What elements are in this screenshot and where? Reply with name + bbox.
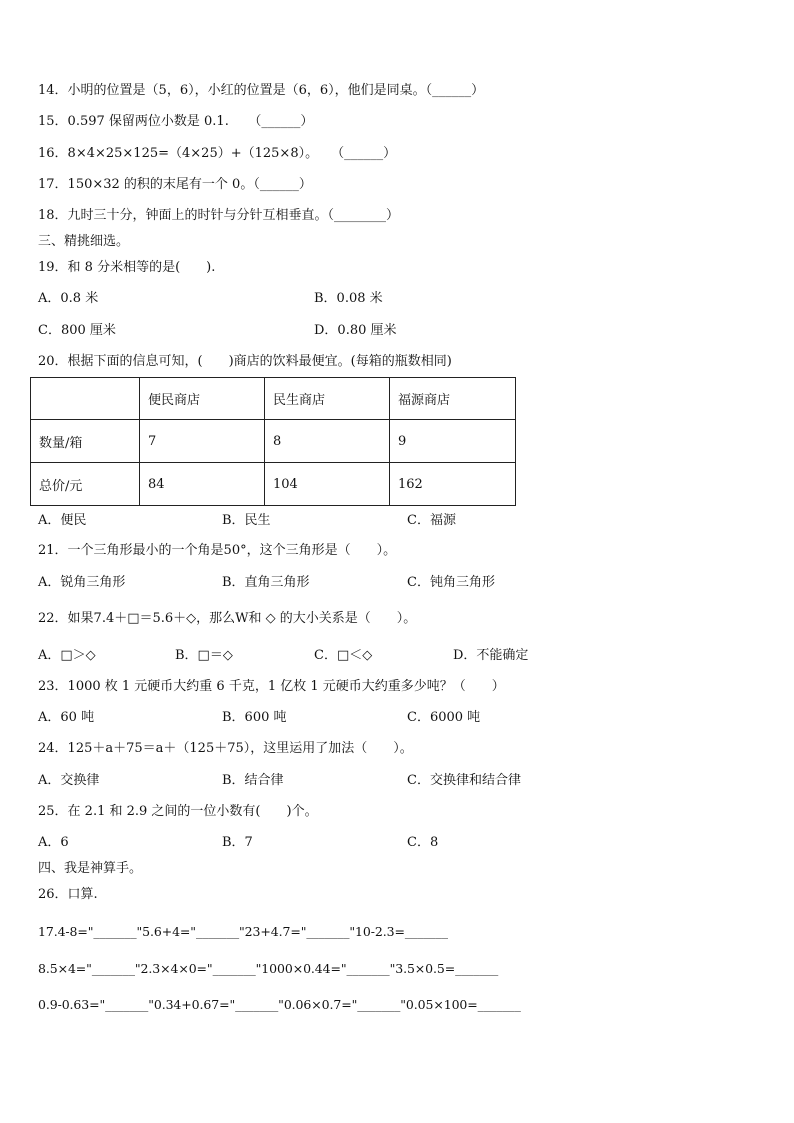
table-cell: 8 bbox=[265, 420, 390, 463]
q22-option-a: A．□＞◇ bbox=[38, 648, 96, 663]
q24-option-c: C．交换律和结合律 bbox=[407, 773, 521, 788]
table-cell: 104 bbox=[265, 463, 390, 506]
question-26-stem: 26．口算. bbox=[38, 887, 98, 902]
question-21-stem: 21．一个三角形最小的一个角是50°，这个三角形是（ ）。 bbox=[38, 543, 397, 558]
table-header-cell: 民生商店 bbox=[265, 378, 390, 420]
q20-option-c: C．福源 bbox=[407, 513, 456, 528]
question-25-stem: 25．在 2.1 和 2.9 之间的一位小数有( )个。 bbox=[38, 804, 318, 819]
table-header-cell: 福源商店 bbox=[390, 378, 516, 420]
table-row-label: 数量/箱 bbox=[31, 420, 140, 463]
table-cell: 162 bbox=[390, 463, 516, 506]
q19-option-c: C．800 厘米 bbox=[38, 323, 116, 338]
q19-option-a: A．0.8 米 bbox=[38, 291, 99, 306]
q22-option-b: B．□＝◇ bbox=[175, 648, 233, 663]
question-15: 15．0.597 保留两位小数是 0.1. （______） bbox=[38, 114, 314, 129]
q20-option-a: A．便民 bbox=[38, 513, 87, 528]
q23-option-c: C．6000 吨 bbox=[407, 710, 481, 725]
q21-option-a: A．锐角三角形 bbox=[38, 575, 126, 590]
section-4-title: 四、我是神算手。 bbox=[38, 861, 143, 876]
store-info-table bbox=[30, 377, 516, 506]
question-18: 18．九时三十分，钟面上的时针与分针互相垂直。（________） bbox=[38, 208, 400, 223]
table-cell: 84 bbox=[140, 463, 265, 506]
question-24-stem: 24．125＋a＋75＝a＋（125＋75），这里运用了加法（ ）。 bbox=[38, 741, 413, 756]
q23-option-a: A．60 吨 bbox=[38, 710, 95, 725]
q23-option-b: B．600 吨 bbox=[222, 710, 287, 725]
question-16: 16．8×4×25×125=（4×25）+（125×8）。 （______） bbox=[38, 146, 397, 161]
question-23-stem: 23．1000 枚 1 元硬币大约重 6 千克，1 亿枚 1 元硬币大约重多少吨？（ ） bbox=[38, 679, 505, 694]
table-cell bbox=[31, 378, 140, 420]
q19-option-d: D．0.80 厘米 bbox=[314, 323, 397, 338]
question-14: 14．小明的位置是（5，6），小红的位置是（6，6），他们是同桌。（______） bbox=[38, 83, 485, 98]
q21-option-b: B．直角三角形 bbox=[222, 575, 310, 590]
question-19-stem: 19．和 8 分米相等的是( ). bbox=[38, 260, 216, 275]
mental-math-line-1: 17.4-8="_______"5.6+4="_______"23+4.7="_______"10-2.3=_______ bbox=[38, 924, 448, 939]
q25-option-c: C．8 bbox=[407, 835, 439, 850]
table-cell: 7 bbox=[140, 420, 265, 463]
section-3-title: 三、精挑细选。 bbox=[38, 234, 130, 249]
q25-option-b: B．7 bbox=[222, 835, 253, 850]
table-row-label: 总价/元 bbox=[31, 463, 140, 506]
question-20-stem: 20．根据下面的信息可知，( )商店的饮料最便宜。(每箱的瓶数相同) bbox=[38, 354, 452, 369]
question-17: 17．150×32 的积的末尾有一个 0。（______） bbox=[38, 177, 312, 192]
q22-option-c: C．□＜◇ bbox=[314, 648, 373, 663]
q20-option-b: B．民生 bbox=[222, 513, 271, 528]
q25-option-a: A．6 bbox=[38, 835, 69, 850]
mental-math-line-3: 0.9-0.63="_______"0.34+0.67="_______"0.06×0.7="_______"0.05×100=_______ bbox=[38, 997, 521, 1012]
question-22-stem: 22．如果7.4＋□＝5.6＋◇，那么W和 ◇ 的大小关系是（ ）。 bbox=[38, 611, 417, 626]
q19-option-b: B．0.08 米 bbox=[314, 291, 383, 306]
q24-option-a: A．交换律 bbox=[38, 773, 100, 788]
table-row bbox=[31, 378, 516, 420]
q24-option-b: B．结合律 bbox=[222, 773, 284, 788]
table-row bbox=[31, 420, 516, 463]
mental-math-line-2: 8.5×4="_______"2.3×4×0="_______"1000×0.44="_______"3.5×0.5=_______ bbox=[38, 961, 499, 976]
table-header-cell: 便民商店 bbox=[140, 378, 265, 420]
table-row bbox=[31, 463, 516, 506]
q22-option-d: D．不能确定 bbox=[453, 648, 529, 663]
table-cell: 9 bbox=[390, 420, 516, 463]
q21-option-c: C．钝角三角形 bbox=[407, 575, 495, 590]
